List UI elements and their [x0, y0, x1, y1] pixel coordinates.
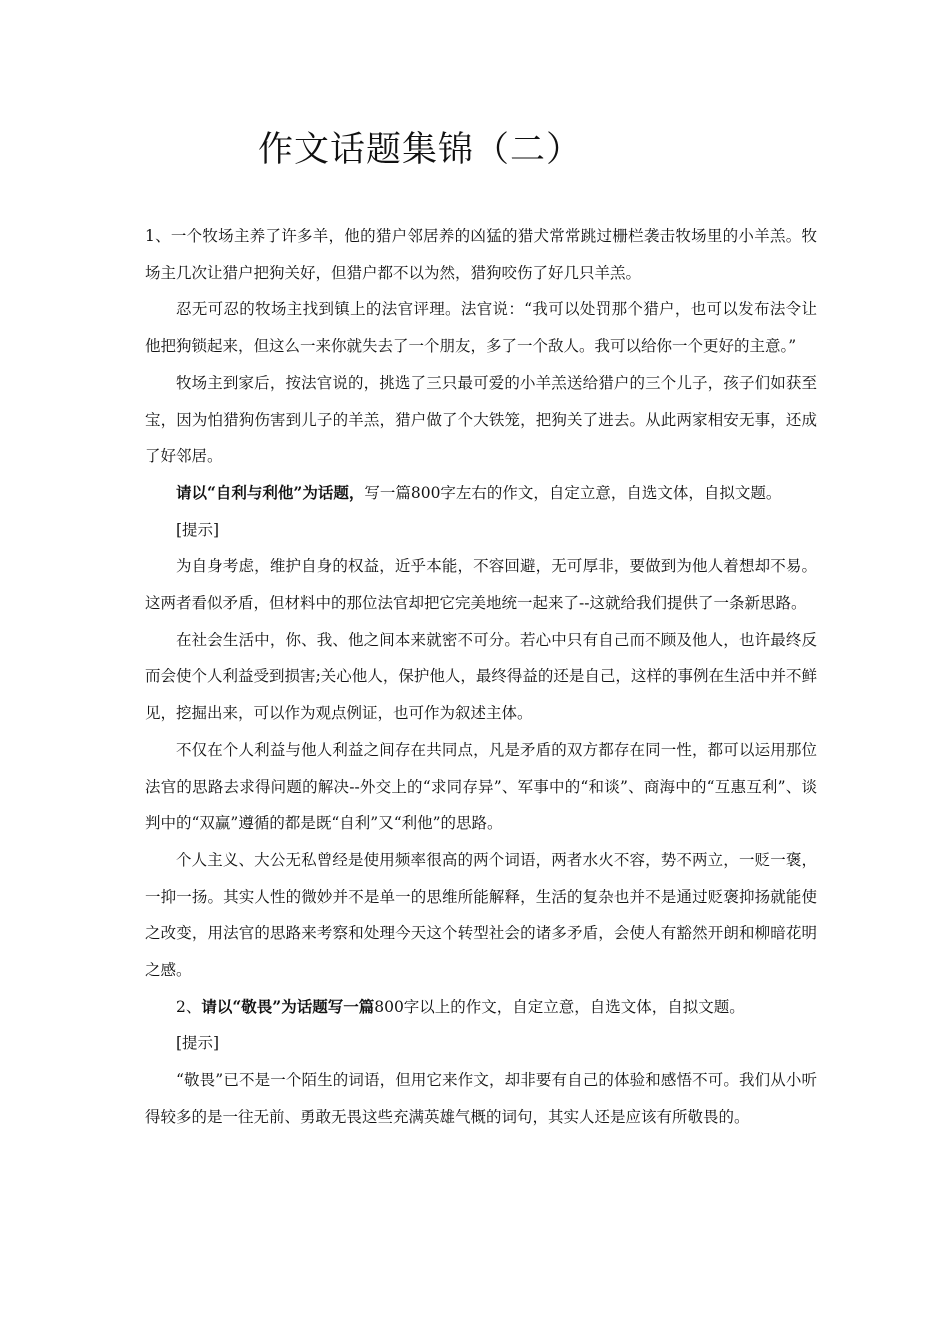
- prompt-2-instructions: 800字以上的作文，自定立意，自选文体，自拟文题。: [374, 997, 745, 1016]
- prompt-1-instructions: 写一篇800字左右的作文，自定立意，自选文体，自拟文题。: [364, 483, 782, 502]
- paragraph-hint-label-1: [提示]: [176, 520, 220, 539]
- paragraph-hint-label-2: [提示]: [176, 1034, 220, 1053]
- paragraph-hint-1c: 不仅在个人利益与他人利益之间存在共同点，凡是矛盾的双方都存在同一性，都可以运用那位法官的思路去求得问题的解决--外交上的“求同存异”、军事中的“和谈”、商海中的“互惠互利”、谈判中的“双赢”遵循的都是既“自利”又“利他”的思路。: [145, 740, 817, 833]
- prompt-1-topic: 请以“自利与利他”为话题，: [176, 482, 365, 502]
- paragraph-story-intro: 1、一个牧场主养了许多羊，他的猎户邻居养的凶猛的猎犬常常跳过栅栏袭击牧场里的小羊羔。牧场主几次让猎户把狗关好，但猎户都不以为然，猎狗咬伤了好几只羊羔。: [145, 227, 817, 282]
- document-body: [145, 218, 817, 1136]
- paragraph-hint-1d: 个人主义、大公无私曾经是使用频率很高的两个词语，两者水火不容，势不两立，一贬一褒，一抑一扬。其实人性的微妙并不是单一的思维所能解释，生活的复杂也并不是通过贬褒抑扬就能使之改变，用法官的思路来考察和处理今天这个转型社会的诸多矛盾，会使人有豁然开朗和柳暗花明之感。: [145, 850, 817, 980]
- paragraph-hint-1a: 为自身考虑，维护自身的权益，近乎本能，不容回避，无可厚非，要做到为他人着想却不易。这两者看似矛盾，但材料中的那位法官却把它完美地统一起来了--这就给我们提供了一条新思路。: [145, 557, 817, 613]
- paragraph-prompt-1: [145, 475, 817, 512]
- paragraph-hint-2a: “敬畏”已不是一个陌生的词语，但用它来作文，却非要有自己的体验和感悟不可。我们从小听得较多的是一往无前、勇敢无畏这些充满英雄气概的词句，其实人还是应该有所敬畏的。: [145, 1071, 817, 1126]
- paragraph-story-outcome: 牧场主到家后，按法官说的，挑选了三只最可爱的小羊羔送给猎户的三个儿子，孩子们如获至宝，因为怕猎狗伤害到儿子的羊羔，猎户做了个大铁笼，把狗关了进去。从此两家相安无事，还成了好邻居。: [145, 373, 817, 466]
- document-title: 作文话题集锦（二）: [258, 130, 583, 170]
- prompt-2-topic: 请以“敬畏”为话题写一篇: [201, 996, 375, 1016]
- paragraph-prompt-2: [145, 989, 817, 1026]
- prompt-2-number: 2、: [176, 997, 202, 1016]
- paragraph-hint-1b: 在社会生活中，你、我、他之间本来就密不可分。若心中只有自己而不顾及他人，也许最终反而会使个人利益受到损害;关心他人，保护他人，最终得益的还是自己，这样的事例在生活中并不鲜见，挖掘出来，可以作为观点例证，也可作为叙述主体。: [145, 630, 817, 723]
- paragraph-judge-advice: 忍无可忍的牧场主找到镇上的法官评理。法官说：“我可以处罚那个猎户，也可以发布法令让他把狗锁起来，但这么一来你就失去了一个朋友，多了一个敌人。我可以给你一个更好的主意。”: [145, 300, 817, 356]
